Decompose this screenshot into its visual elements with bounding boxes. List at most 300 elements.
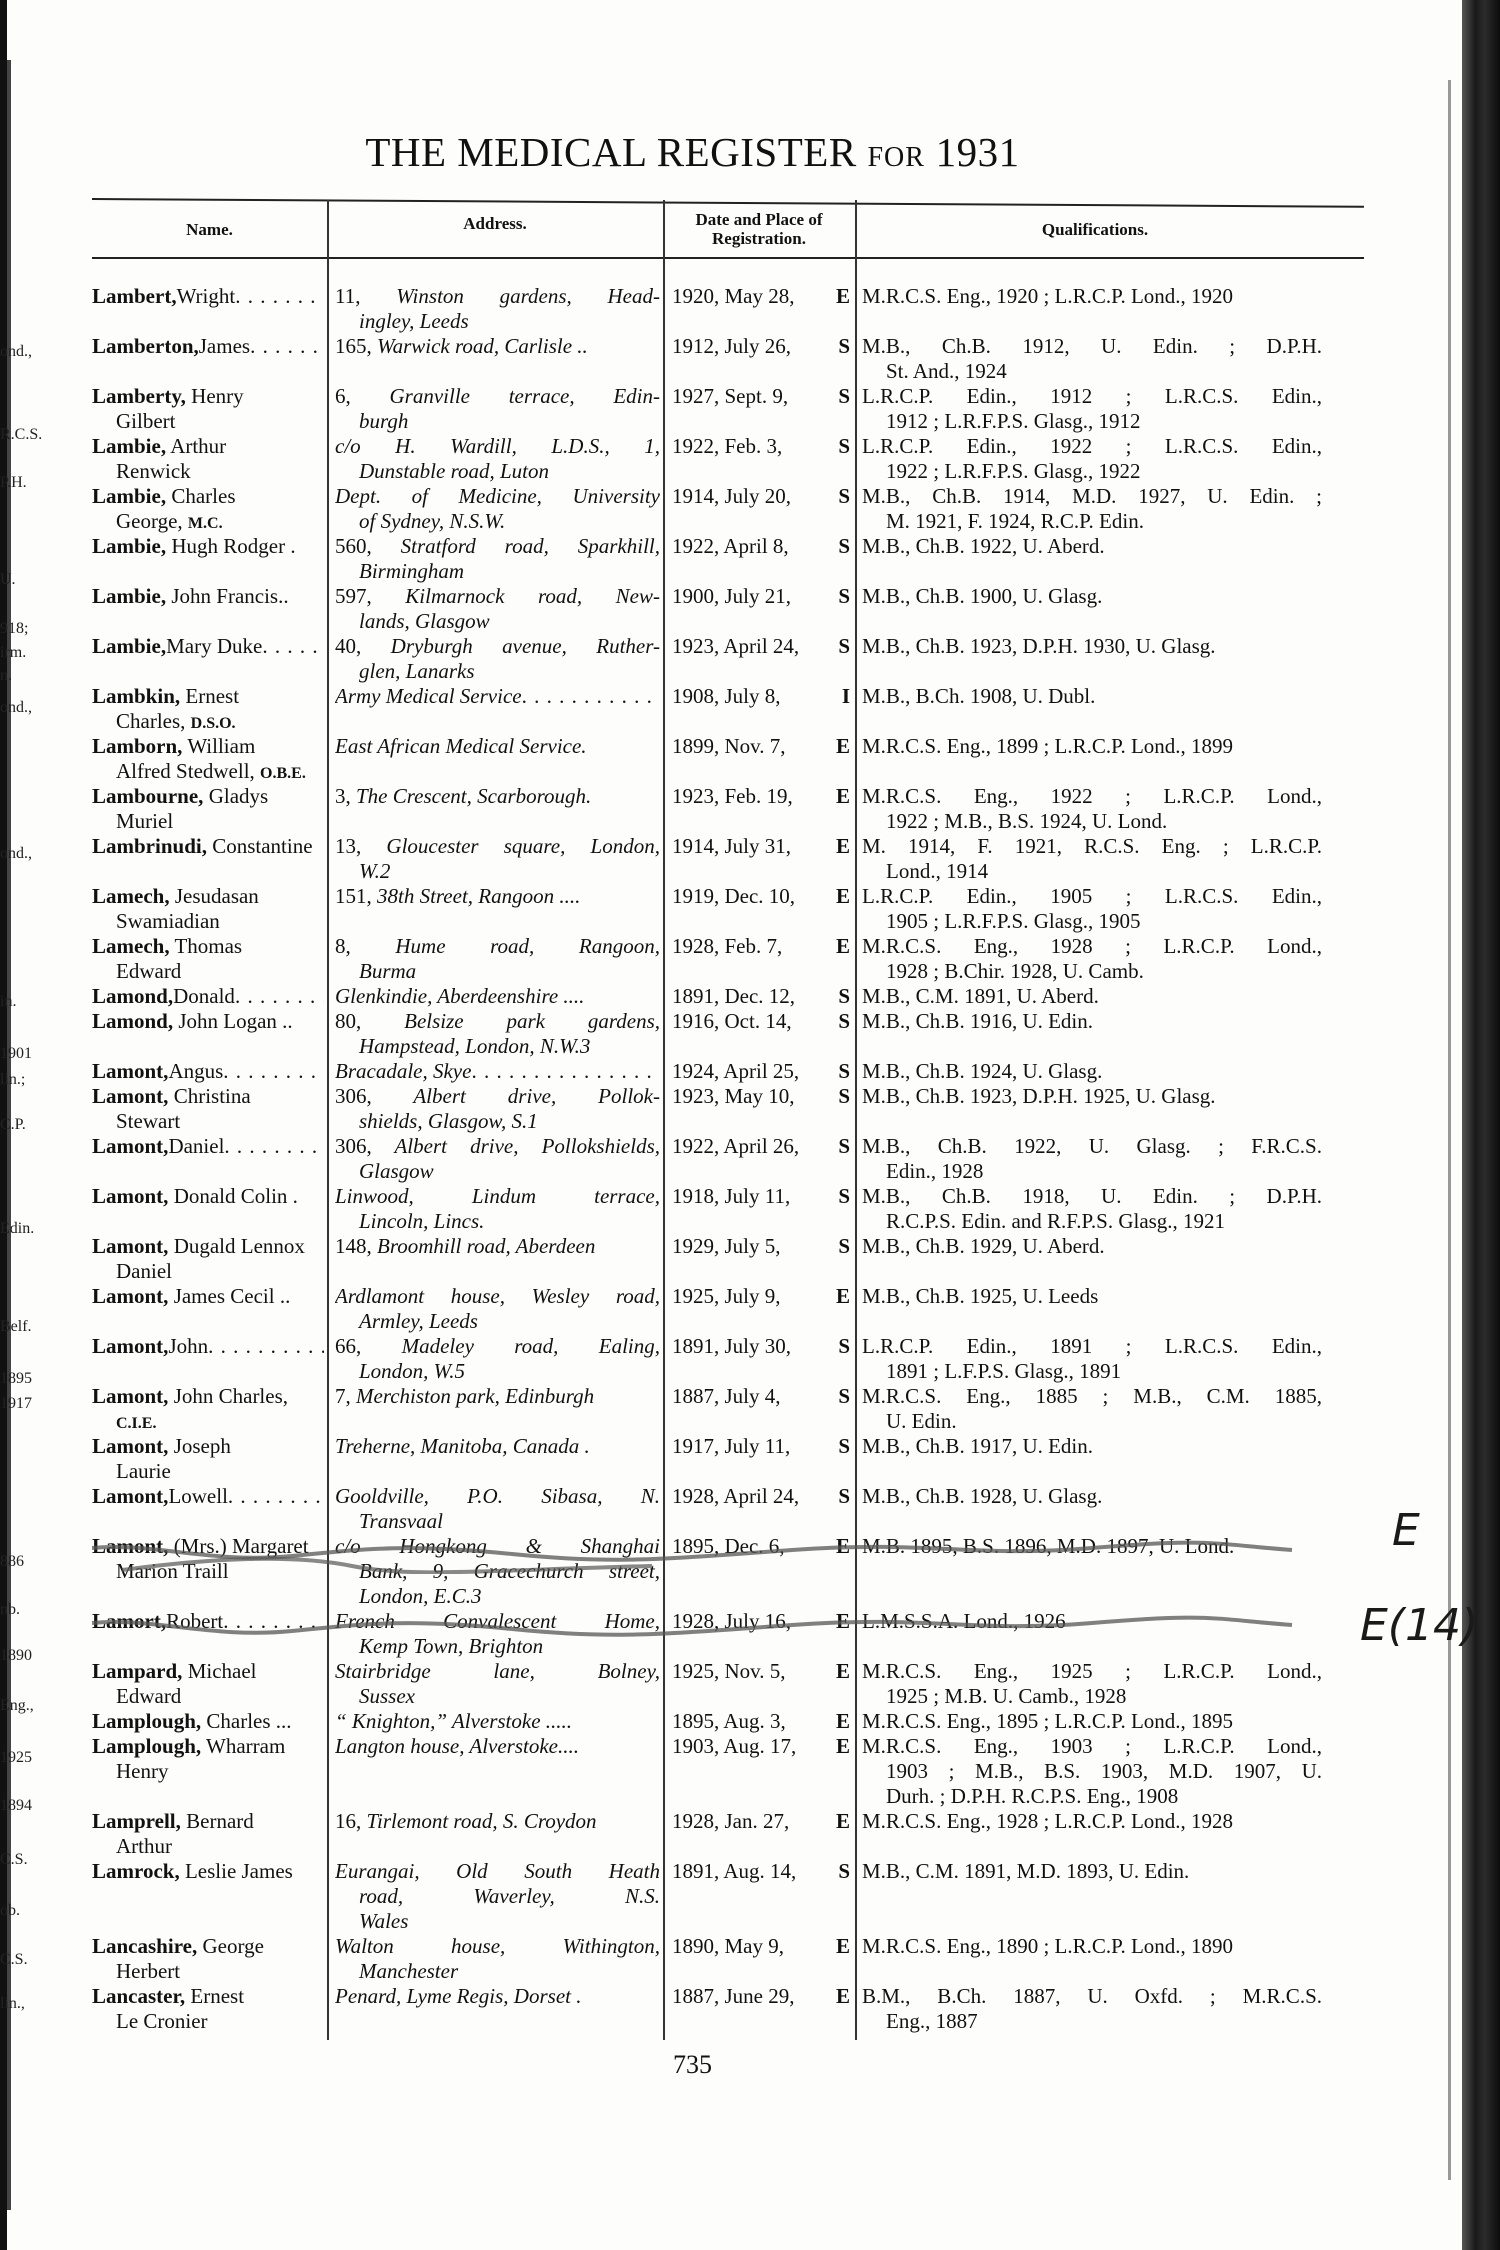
- margin-fragment: 918;: [0, 620, 29, 637]
- entry-address: [327, 884, 666, 934]
- table-row: [92, 1709, 1392, 1734]
- qualification-line: Lond., 1914: [886, 859, 989, 883]
- address-line: [335, 334, 660, 359]
- table-row: [92, 784, 1392, 834]
- address-line: [335, 1484, 660, 1509]
- table-row: [92, 834, 1392, 884]
- name-continuation: Herbert: [116, 1959, 181, 1983]
- address-text: Transvaal: [359, 1509, 444, 1533]
- name-line: [92, 1234, 324, 1259]
- registration-date: 1922, April 8,: [672, 534, 789, 558]
- entry-name: [92, 1534, 327, 1609]
- entry-name: [92, 884, 327, 934]
- address-text: Hampstead, London, N.W.3: [359, 1034, 591, 1058]
- address-text: Merchiston park, Edinburgh: [350, 1384, 595, 1408]
- entry-registration: [666, 334, 854, 384]
- given-names: Leslie James: [184, 1859, 293, 1883]
- name-line: [92, 1934, 324, 1959]
- table-row: [92, 1384, 1392, 1434]
- given-names: Mary Duke: [166, 634, 263, 658]
- name-line: [92, 1134, 324, 1159]
- registration-place-code: E: [835, 1534, 850, 1558]
- address-text: Hume road, Rangoon,: [350, 934, 660, 958]
- address-text: Penard, Lyme Regis, Dorset .: [335, 1984, 582, 2008]
- qualification-line: M.B., Ch.B. 1923, D.P.H. 1930, U. Glasg.: [862, 634, 1216, 658]
- entry-name: [92, 1234, 327, 1284]
- name-line: [92, 1659, 324, 1684]
- address-line: [335, 1009, 660, 1034]
- entry-qualifications: [854, 784, 1322, 834]
- registration-date: 1918, July 11,: [672, 1184, 791, 1208]
- registration-place-code: S: [838, 1859, 850, 1883]
- name-line: [92, 1284, 324, 1309]
- surname: Lamberton,: [92, 334, 199, 358]
- entry-registration: [666, 1984, 854, 2034]
- table-row: [92, 534, 1392, 584]
- entry-qualifications: [854, 1434, 1322, 1484]
- registration-place-code: E: [835, 834, 850, 858]
- address-text: Albert drive, Pollok-: [371, 1084, 660, 1108]
- registration-date: 1925, July 9,: [672, 1284, 781, 1308]
- address-text: Lincoln, Lincs.: [359, 1209, 485, 1233]
- qualification-line: 1922 ; M.B., B.S. 1924, U. Lond.: [886, 809, 1168, 833]
- registration-place-code: S: [838, 484, 850, 508]
- address-line: [335, 1084, 660, 1109]
- address-line: [335, 1584, 660, 1609]
- name-line: [92, 1809, 324, 1834]
- surname: Lambourne,: [92, 784, 204, 808]
- qualification-line: M.R.C.S. Eng., 1899 ; L.R.C.P. Lond., 1899: [862, 734, 1234, 758]
- address-line: [335, 934, 660, 959]
- address-text: Ardlamont house, Wesley road,: [335, 1284, 660, 1308]
- address-line: [335, 1884, 660, 1909]
- qualification-line: M.B., Ch.B. 1900, U. Glasg.: [862, 584, 1103, 608]
- entry-name: [92, 834, 327, 884]
- name-continuation: Edward: [116, 1684, 182, 1708]
- qualification-line: M.B., C.M. 1891, M.D. 1893, U. Edin.: [862, 1859, 1190, 1883]
- entry-qualifications: [854, 1484, 1322, 1534]
- entry-name: [92, 984, 327, 1009]
- registration-date: 1928, April 24,: [672, 1484, 800, 1508]
- entry-qualifications: [854, 1709, 1322, 1734]
- surname: Lamprell,: [92, 1809, 181, 1833]
- surname: Lamont,: [92, 1434, 169, 1458]
- page-edge-line: [1448, 80, 1451, 2180]
- address-line: [335, 534, 660, 559]
- entry-address: [327, 1384, 666, 1434]
- entry-qualifications: [854, 484, 1322, 534]
- entry-address: [327, 1134, 666, 1184]
- name-line-2: [92, 1834, 324, 1859]
- given-names: John: [168, 1334, 209, 1358]
- registration-date: 1923, April 24,: [672, 634, 800, 658]
- address-text: Winston gardens, Head-: [360, 284, 660, 308]
- entry-address: [327, 1059, 666, 1084]
- entry-qualifications: [854, 1134, 1322, 1184]
- entry-name: [92, 1709, 327, 1734]
- entry-registration: [666, 1059, 854, 1084]
- address-line: [335, 1559, 660, 1584]
- entry-registration: [666, 984, 854, 1009]
- margin-fragment: Eng.,: [0, 1697, 34, 1714]
- name-line: [92, 984, 324, 1009]
- address-text: Kemp Town, Brighton: [359, 1634, 544, 1658]
- honor: O.B.E.: [260, 765, 306, 782]
- registration-place-code: E: [835, 1734, 850, 1758]
- margin-fragment: U.: [0, 571, 16, 588]
- qualification-line: 1903 ; M.B., B.S. 1903, M.D. 1907, U.: [886, 1759, 1322, 1783]
- qualification-line: M.B., Ch.B. 1924, U. Glasg.: [862, 1059, 1103, 1083]
- dot-leader: [235, 984, 324, 1009]
- registration-place-code: E: [835, 1709, 850, 1733]
- header-bottom-rule: [92, 257, 1364, 259]
- registration-place-code: E: [835, 1284, 850, 1308]
- name-line: [92, 934, 324, 959]
- address-text: lands, Glasgow: [359, 609, 490, 633]
- qualification-line: M.R.C.S. Eng., 1928 ; L.R.C.P. Lond., 1928: [862, 1809, 1234, 1833]
- entry-registration: [666, 1934, 854, 1984]
- address-line: [335, 1984, 660, 2009]
- entry-address: [327, 484, 666, 534]
- name-line: [92, 684, 324, 709]
- name-line: [92, 534, 324, 559]
- entry-name: [92, 434, 327, 484]
- address-text: Kilmarnock road, New-: [371, 584, 660, 608]
- margin-fragment: ob.: [0, 1902, 20, 1919]
- name-line: [92, 1859, 324, 1884]
- given-names: Jesudasan: [174, 884, 259, 908]
- entry-address: [327, 634, 666, 684]
- name-continuation: Charles,: [116, 709, 186, 733]
- address-text: The Crescent, Scarborough.: [350, 784, 592, 808]
- entry-name: [92, 1009, 327, 1059]
- entry-address: [327, 1434, 666, 1484]
- given-names: Hugh Rodger .: [171, 534, 296, 558]
- given-names: James: [198, 334, 251, 358]
- given-names: John Francis..: [171, 584, 289, 608]
- address-line: [335, 1684, 660, 1709]
- address-text: Gooldville, P.O. Sibasa, N.: [335, 1484, 660, 1508]
- registration-place-code: E: [835, 1934, 850, 1958]
- address-text: Bracadale, Skye: [335, 1059, 472, 1083]
- address-line: [335, 284, 660, 309]
- entry-qualifications: [854, 1659, 1322, 1709]
- address-line: [335, 959, 660, 984]
- entry-registration: [666, 384, 854, 434]
- entry-registration: [666, 534, 854, 584]
- qualification-line: M.B., B.Ch. 1908, U. Dubl.: [862, 684, 1096, 708]
- honor: M.C.: [187, 515, 223, 532]
- address-text: Linwood, Lindum terrace,: [335, 1184, 660, 1208]
- name-line-2: [92, 1959, 324, 1984]
- given-names: John Charles,: [173, 1384, 289, 1408]
- entry-name: [92, 1984, 327, 2034]
- address-number: 151,: [335, 884, 372, 908]
- address-text: of Sydney, N.S.W.: [359, 509, 506, 533]
- address-text: Dunstable road, Luton: [359, 459, 549, 483]
- address-number: 148,: [335, 1234, 372, 1258]
- book-left-edge-shadow: [7, 60, 11, 2210]
- given-names: Lowell: [168, 1484, 228, 1508]
- entry-address: [327, 1859, 666, 1934]
- entry-qualifications: [854, 1859, 1322, 1934]
- address-text: Dryburgh avenue, Ruther-: [361, 634, 660, 658]
- margin-fragment: lin.,: [0, 1995, 25, 2012]
- entry-qualifications: [854, 1984, 1322, 2034]
- address-text: Army Medical Service: [335, 684, 522, 708]
- table-row: [92, 1734, 1392, 1809]
- entry-registration: [666, 1009, 854, 1059]
- name-line: [92, 1059, 324, 1084]
- table-row: [92, 984, 1392, 1009]
- registration-date: 1903, Aug. 17,: [672, 1734, 797, 1758]
- address-number: 80,: [335, 1009, 362, 1033]
- entry-address: [327, 1484, 666, 1534]
- table-row: [92, 1984, 1392, 2034]
- address-line: [335, 559, 660, 584]
- qualification-line: M.B., Ch.B. 1916, U. Edin.: [862, 1009, 1094, 1033]
- entry-address: [327, 1809, 666, 1859]
- entry-address: [327, 1084, 666, 1134]
- address-line: [335, 1859, 660, 1884]
- entry-address: [327, 1534, 666, 1609]
- address-line: [335, 1334, 660, 1359]
- address-line: [335, 1809, 660, 1834]
- address-line: [335, 609, 660, 634]
- registration-date: 1914, July 20,: [672, 484, 792, 508]
- name-line-2: [92, 1409, 324, 1434]
- entry-qualifications: [854, 534, 1322, 584]
- registration-date: 1887, July 4,: [672, 1384, 781, 1408]
- surname: Lambie,: [92, 634, 167, 658]
- registration-date: 1919, Dec. 10,: [672, 884, 796, 908]
- qualification-line: M.B., Ch.B. 1922, U. Glasg. ; F.R.C.S.: [862, 1134, 1322, 1158]
- entry-qualifications: [854, 334, 1322, 384]
- header-date-line1: Date and Place of: [695, 210, 823, 229]
- surname: Lamont,: [92, 1084, 169, 1108]
- entry-name: [92, 1659, 327, 1709]
- entry-qualifications: [854, 1334, 1322, 1384]
- registration-place-code: S: [838, 534, 850, 558]
- registration-date: 1929, July 5,: [672, 1234, 781, 1258]
- entry-qualifications: [854, 1934, 1322, 1984]
- registration-date: 1891, Dec. 12,: [672, 984, 796, 1008]
- given-names: James Cecil ..: [173, 1284, 291, 1308]
- qualification-line: 1928 ; B.Chir. 1928, U. Camb.: [886, 959, 1144, 983]
- address-text: “ Knighton,” Alverstoke .....: [335, 1709, 573, 1733]
- entry-registration: [666, 1434, 854, 1484]
- entry-name: [92, 934, 327, 984]
- entry-address: [327, 434, 666, 484]
- address-line: [335, 734, 660, 759]
- name-line: [92, 634, 324, 659]
- entry-registration: [666, 1134, 854, 1184]
- entry-registration: [666, 834, 854, 884]
- table-row: [92, 1134, 1392, 1184]
- given-names: Arthur: [170, 434, 227, 458]
- name-line: [92, 884, 324, 909]
- address-line: [335, 1309, 660, 1334]
- page-number: 735: [673, 2050, 712, 2079]
- entry-registration: [666, 784, 854, 834]
- name-line-2: [92, 2009, 324, 2034]
- entry-name: [92, 1084, 327, 1134]
- qualification-line: M.B., Ch.B. 1923, D.P.H. 1925, U. Glasg.: [862, 1084, 1216, 1108]
- margin-fragment: Belf.: [0, 1318, 32, 1335]
- name-line-2: [92, 809, 324, 834]
- address-text: French Convalescent Home,: [335, 1609, 660, 1633]
- entry-address: [327, 784, 666, 834]
- entry-name: [92, 334, 327, 384]
- address-text: Burma: [359, 959, 417, 983]
- margin-fragment: lin.;: [0, 1071, 26, 1088]
- qualification-line: M.B., Ch.B. 1914, M.D. 1927, U. Edin. ;: [862, 484, 1322, 508]
- margin-fragment: 1894: [0, 1797, 32, 1814]
- given-names: Donald: [173, 984, 235, 1008]
- registration-date: 1923, Feb. 19,: [672, 784, 793, 808]
- registration-date: 1891, Aug. 14,: [672, 1859, 797, 1883]
- registration-place-code: I: [841, 684, 850, 708]
- address-line: [335, 1209, 660, 1234]
- registration-date: 1917, July 11,: [672, 1434, 791, 1458]
- registration-date: 1916, Oct. 14,: [672, 1009, 792, 1033]
- qualification-line: M.B., Ch.B. 1918, U. Edin. ; D.P.H.: [862, 1184, 1322, 1208]
- entry-registration: [666, 684, 854, 734]
- surname: Lambie,: [92, 434, 167, 458]
- address-line: [335, 634, 660, 659]
- honor: D.S.O.: [190, 715, 236, 732]
- address-number: 8,: [335, 934, 351, 958]
- entry-name: [92, 1734, 327, 1809]
- address-text: Birmingham: [359, 559, 464, 583]
- name-line-2: [92, 1684, 324, 1709]
- registration-place-code: S: [838, 1384, 850, 1408]
- table-row: [92, 1284, 1392, 1334]
- registration-place-code: S: [838, 1484, 850, 1508]
- entry-name: [92, 1934, 327, 1984]
- qualification-line: 1891 ; L.F.P.S. Glasg., 1891: [886, 1359, 1122, 1383]
- registration-place-code: S: [838, 334, 850, 358]
- address-text: London, W.5: [359, 1359, 465, 1383]
- table-row: [92, 1234, 1392, 1284]
- dot-leader: [262, 634, 324, 659]
- address-number: 40,: [335, 634, 362, 658]
- entry-qualifications: [854, 1809, 1322, 1859]
- page-title: [0, 128, 1385, 176]
- name-line: [92, 1184, 324, 1209]
- entry-registration: [666, 1334, 854, 1384]
- margin-fragment: ond.,: [0, 343, 32, 360]
- address-line: [335, 884, 660, 909]
- qualification-line: 1925 ; M.B. U. Camb., 1928: [886, 1684, 1127, 1708]
- table-row: [92, 1334, 1392, 1384]
- entry-name: [92, 384, 327, 434]
- registration-place-code: E: [835, 934, 850, 958]
- address-line: [335, 1434, 660, 1459]
- qualification-line: M.B., Ch.B. 1912, U. Edin. ; D.P.H.: [862, 334, 1322, 358]
- entry-address: [327, 1284, 666, 1334]
- address-number: 597,: [335, 584, 372, 608]
- qualification-line: M.B., Ch.B. 1925, U. Leeds: [862, 1284, 1099, 1308]
- address-text: Wales: [359, 1909, 409, 1933]
- address-line: [335, 1234, 660, 1259]
- entry-qualifications: [854, 1284, 1322, 1334]
- given-names: Henry: [191, 384, 244, 408]
- table-row: [92, 284, 1392, 334]
- title-year: 1931: [935, 129, 1020, 175]
- name-continuation: Arthur: [116, 1834, 172, 1858]
- address-line: [335, 834, 660, 859]
- name-line: [92, 734, 324, 759]
- table-row: [92, 684, 1392, 734]
- table-row: [92, 434, 1392, 484]
- address-text: Bank, 9, Gracechurch street,: [359, 1559, 660, 1583]
- margin-fragment: in.: [0, 993, 17, 1010]
- address-text: Langton house, Alverstoke....: [335, 1734, 580, 1758]
- name-line: [92, 1384, 324, 1409]
- entry-registration: [666, 634, 854, 684]
- name-line-2: [92, 459, 324, 484]
- entry-name: [92, 1334, 327, 1384]
- surname: Lambert,: [92, 284, 177, 308]
- address-text: Manchester: [359, 1959, 459, 1983]
- surname: Lamond,: [92, 1009, 174, 1033]
- registration-place-code: S: [838, 1184, 850, 1208]
- address-text: burgh: [359, 409, 409, 433]
- given-names: Daniel: [168, 1134, 225, 1158]
- surname: Lamrock,: [92, 1859, 180, 1883]
- entry-address: [327, 734, 666, 784]
- entry-qualifications: [854, 884, 1322, 934]
- name-line: [92, 1734, 324, 1759]
- surname: Lamont,: [92, 1234, 169, 1258]
- entry-registration: [666, 1609, 854, 1659]
- dot-leader: [208, 1334, 324, 1359]
- address-text: Eurangai, Old South Heath: [335, 1859, 660, 1883]
- address-text: Walton house, Withington,: [335, 1934, 660, 1958]
- name-continuation: Daniel: [116, 1259, 172, 1283]
- given-names: Michael: [187, 1659, 257, 1683]
- entry-name: [92, 734, 327, 784]
- address-line: [335, 984, 660, 1009]
- entry-registration: [666, 484, 854, 534]
- registration-date: 1928, July 16,: [672, 1609, 792, 1633]
- name-line-2: [92, 509, 324, 534]
- given-names: Dugald Lennox: [173, 1234, 305, 1258]
- name-line: [92, 834, 324, 859]
- entry-qualifications: [854, 1234, 1322, 1284]
- entry-registration: [666, 1734, 854, 1809]
- registration-place-code: S: [838, 384, 850, 408]
- margin-fragment: R.C.S.: [0, 426, 43, 443]
- address-number: 165,: [335, 334, 372, 358]
- entry-name: [92, 1059, 327, 1084]
- dot-leader: [522, 684, 660, 709]
- name-line: [92, 384, 324, 409]
- registration-place-code: S: [838, 1334, 850, 1358]
- address-line: [335, 784, 660, 809]
- address-line: [335, 1734, 660, 1759]
- name-continuation: Renwick: [116, 459, 191, 483]
- address-number: 7,: [335, 1384, 351, 1408]
- entry-registration: [666, 584, 854, 634]
- qualification-line: M.B., Ch.B. 1928, U. Glasg.: [862, 1484, 1103, 1508]
- entry-registration: [666, 284, 854, 334]
- qualification-line: 1922 ; L.R.F.P.S. Glasg., 1922: [886, 459, 1141, 483]
- name-line: [92, 1484, 324, 1509]
- registration-date: 1925, Nov. 5,: [672, 1659, 786, 1683]
- entry-name: [92, 1859, 327, 1934]
